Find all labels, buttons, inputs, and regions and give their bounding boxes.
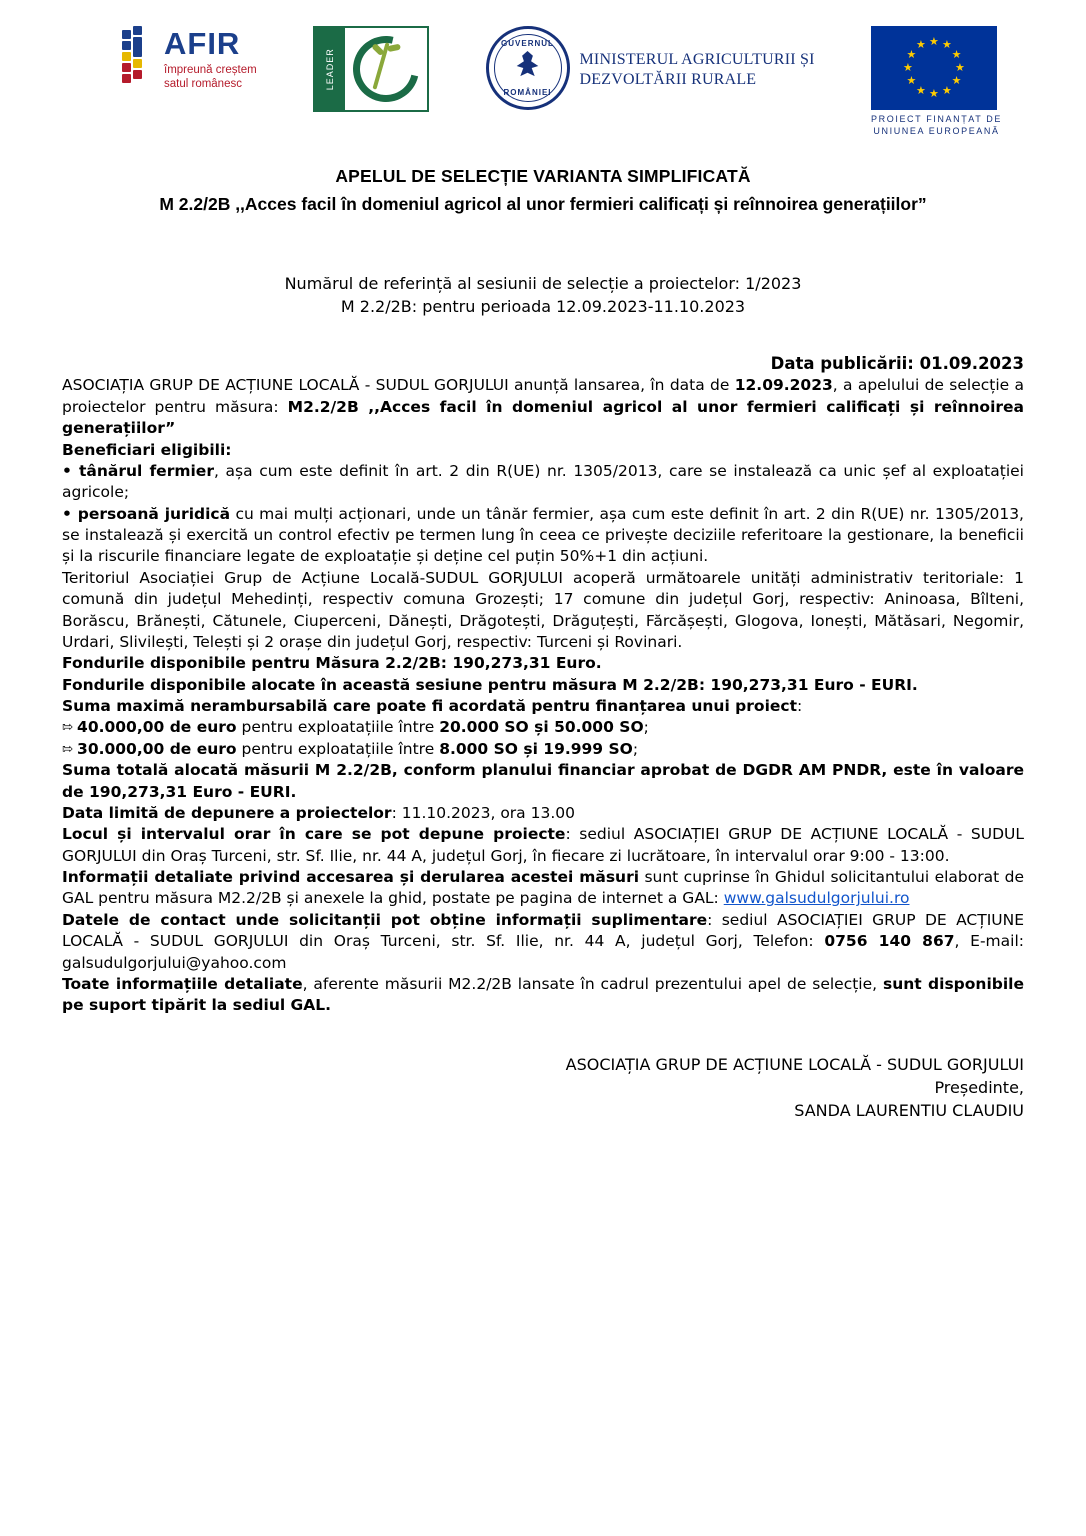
bullet-icon: • [62, 504, 78, 523]
eu-star-icon: ★ [916, 38, 926, 52]
ministry-line2: DEZVOLTĂRII RURALE [579, 71, 757, 88]
publication-date: Data publicării: 01.09.2023 [770, 353, 1024, 373]
beneficiary-item-1-rest: , așa cum este definit în art. 2 din R(UE) nr. 1305/2013, care se instalează ca unic șef al exploatației agricole; [62, 461, 1024, 502]
reference-block [62, 272, 1024, 318]
funds-bullet-1-range: 20.000 SO și 50.000 SO [439, 718, 644, 737]
eu-star-icon: ★ [942, 83, 952, 97]
place-label: Locul și intervalul orar în care se pot depune proiecte [62, 825, 566, 844]
final-note-mid: , aferente măsurii M2.2/2B lansate în cadrul prezentului apel de selecție, [302, 974, 883, 993]
funds-bullet-2 [62, 739, 1024, 760]
beneficiary-item-2-bold: persoană juridică [77, 504, 231, 523]
ministry-name [570, 26, 815, 90]
intro-paragraph [62, 375, 1024, 439]
contact-label: Datele de contact unde solicitanții pot obține informații suplimentare [62, 910, 708, 929]
gal-website-link[interactable]: www.galsudulgorjului.ro [723, 889, 910, 908]
eu-star-icon: ★ [955, 61, 965, 74]
bullet-icon: • [62, 461, 79, 480]
final-note-bold-2: sunt disponibile pe suport tipărit la sediul GAL. [62, 974, 1024, 1015]
intro-text-a: ASOCIAȚIA GRUP DE ACȚIUNE LOCALĂ - SUDUL GORJULUI anunță lansarea, în data de [62, 376, 735, 395]
funds-bullet-1 [62, 717, 1024, 738]
document-title [62, 164, 1024, 216]
contact-phone: 0756 140 867 [824, 932, 955, 951]
funds-bullet-1-mid: pentru exploatațiile între [236, 718, 440, 737]
seal-top-text: GUVERNUL [501, 39, 554, 48]
eu-star-icon: ★ [951, 48, 962, 61]
funds-bullet-2-amount: 30.000,00 de euro [77, 739, 237, 758]
eu-star-icon: ★ [929, 35, 939, 48]
leader-label: LEADER [315, 28, 345, 110]
eu-star-icon: ★ [903, 61, 913, 74]
details-value: sunt cuprinse în Ghidul solicitantului elaborat de GAL pentru măsura M2.2/2B și anexele la ghid, postate pe pagina de internet a GAL: [62, 868, 1024, 908]
leader-logo [313, 26, 429, 112]
final-note-bold-1: Toate informațiile detaliate [62, 974, 303, 993]
arrow-bullet-icon: ⇰ [62, 720, 78, 736]
seal-bottom-text: ROMÂNIEI [503, 87, 552, 97]
eu-star-icon: ★ [916, 83, 926, 97]
eu-star-icon: ★ [906, 48, 917, 61]
funds-bullet-2-mid: pentru exploatațiile între [236, 739, 440, 758]
eu-star-icon: ★ [929, 87, 939, 100]
funds-bullet-2-end: ; [632, 739, 639, 758]
intro-measure-name: M2.2/2B ,,Acces facil în domeniul agricol al unor fermieri calificați și reînnoirea generațiilor” [62, 397, 1024, 438]
government-seal [486, 26, 815, 110]
intro-launch-date: 12.09.2023 [734, 376, 833, 395]
eu-caption-line1: PROIECT FINANȚAT DE [871, 114, 1002, 124]
logo-bar [62, 22, 1024, 138]
funds-line2: Fondurile disponibile alocate în această sesiune pentru măsura M 2.2/2B: 190,273,31 Euro - EURI. [62, 675, 918, 694]
beneficiary-item-1-bold: tânărul fermier [79, 461, 214, 480]
funds-total: Suma totală alocată măsurii M 2.2/2B, conform planului financiar aprobat de DGDR AM PNDR, este în valoare de 190,273,31 Euro - EURI. [62, 761, 1024, 801]
title-line1: APELUL DE SELECȚIE VARIANTA SIMPLIFICATĂ [335, 166, 751, 186]
contact-value-a: : sediul ASOCIAȚIEI GRUP DE ACȚIUNE LOCALĂ - SUDUL GORJULUI din Oraș Turceni, str. Sf. Ilie, nr. 44 A, județul Gorj, Telefon: [62, 910, 1024, 951]
eu-star-icon: ★ [906, 74, 917, 87]
final-note [62, 974, 1024, 1017]
details-paragraph [62, 867, 1024, 910]
beneficiary-item-2-rest: cu mai mulți acționari, unde un tânăr fermier, așa cum este definit în art. 2 din R(UE) nr. 1305/2013, se instalează și exercită un control efectiv pe termen lung în ceea ce privește deciziile referitoare la gestionare, la beneficii și la riscurile financiare legate de exploatație și deține cel puțin 50%+1 din acțiuni. [62, 504, 1024, 566]
beneficiaries-heading: Beneficiari eligibili: [62, 440, 232, 459]
eagle-icon [513, 51, 543, 85]
funds-bullet-1-amount: 40.000,00 de euro [77, 718, 237, 737]
contact-paragraph [62, 910, 1024, 974]
place-value: : sediul ASOCIAȚIEI GRUP DE ACȚIUNE LOCALĂ - SUDUL GORJULUI din Oraș Turceni, str. Sf. Ilie, nr. 44 A, județul Gorj, în fiecare zi lucrătoare, în intervalul orar 9:00 - 13:00. [62, 825, 1024, 865]
eu-star-icon: ★ [951, 74, 962, 87]
territory-paragraph: Teritoriul Asociației Grup de Acțiune Locală-SUDUL GORJULUI acoperă următoarele unități administrativ teritoriale: 1 comună din județul Mehedinți, respectiv comuna Grozești; 17 comune din județul Gorj, respectiv: Aninoasa, Bîlteni, Borăscu, Brănești, Cătunele, Ciuperceni, Dănești, Drăgotești, Drăguțești, Fărcășești, Glogova, Ionești, Mătăsari, Negomir, Urdari, Slivilești, Telești și 2 orașe din județul Gorj, respectiv: Turceni și Rovinari. [62, 568, 1024, 651]
funds-line1: Fondurile disponibile pentru Măsura 2.2/2B: 190,273,31 Euro. [62, 654, 602, 673]
details-label: Informații detaliate privind accesarea și derularea acestei măsuri [62, 868, 640, 886]
afir-subtitle-line1: împreună creștem [164, 64, 257, 76]
signature-block [62, 1053, 1024, 1123]
afir-logo [122, 26, 257, 91]
eu-logo [871, 26, 1002, 137]
contact-value-b: , E-mail: galsudulgorjului@yahoo.com [62, 932, 1024, 972]
reference-line1: Numărul de referință al sesiunii de selecție a proiectelor: 1/2023 [284, 274, 802, 294]
signature-role: Președinte, [934, 1077, 1024, 1097]
funds-max-heading: Suma maximă nerambursabilă care poate fi acordată pentru finanțarea unui proiect: [62, 697, 803, 715]
ministry-line1: MINISTERUL AGRICULTURII ȘI [579, 51, 815, 68]
place-paragraph [62, 824, 1024, 867]
signature-name: SANDA LAURENTIU CLAUDIU [794, 1101, 1024, 1120]
deadline-label: Data limită de depunere a proiectelor [62, 803, 392, 822]
signature-org: ASOCIAȚIA GRUP DE ACȚIUNE LOCALĂ - SUDUL GORJULUI [565, 1054, 1024, 1074]
deadline-paragraph [62, 803, 1024, 824]
beneficiary-item-2 [62, 504, 1024, 568]
funds-bullet-1-end: ; [643, 718, 649, 737]
afir-mark-icon [122, 26, 156, 88]
intro-text-b: , a apelului de selecție a proiectelor pentru măsura: [62, 376, 1024, 416]
leader-emblem-icon [345, 28, 427, 110]
eu-star-icon: ★ [942, 38, 952, 52]
beneficiary-item-1 [62, 461, 1024, 504]
eu-caption-line2: UNIUNEA EUROPEANĂ [873, 126, 1000, 137]
afir-subtitle-line2: satul românesc [164, 78, 242, 91]
deadline-value: : 11.10.2023, ora 13.00 [391, 803, 575, 822]
reference-line2: M 2.2/2B: pentru perioada 12.09.2023-11.10.2023 [340, 297, 746, 317]
title-line2: M 2.2/2B ,,Acces facil în domeniul agricol al unor fermieri calificați și reînnoirea generațiilor” [159, 194, 927, 215]
funds-bullet-2-range: 8.000 SO și 19.999 SO [439, 739, 633, 758]
afir-title: AFIR [164, 26, 241, 61]
eu-flag-icon [871, 26, 997, 110]
arrow-bullet-icon: ⇰ [62, 741, 78, 757]
